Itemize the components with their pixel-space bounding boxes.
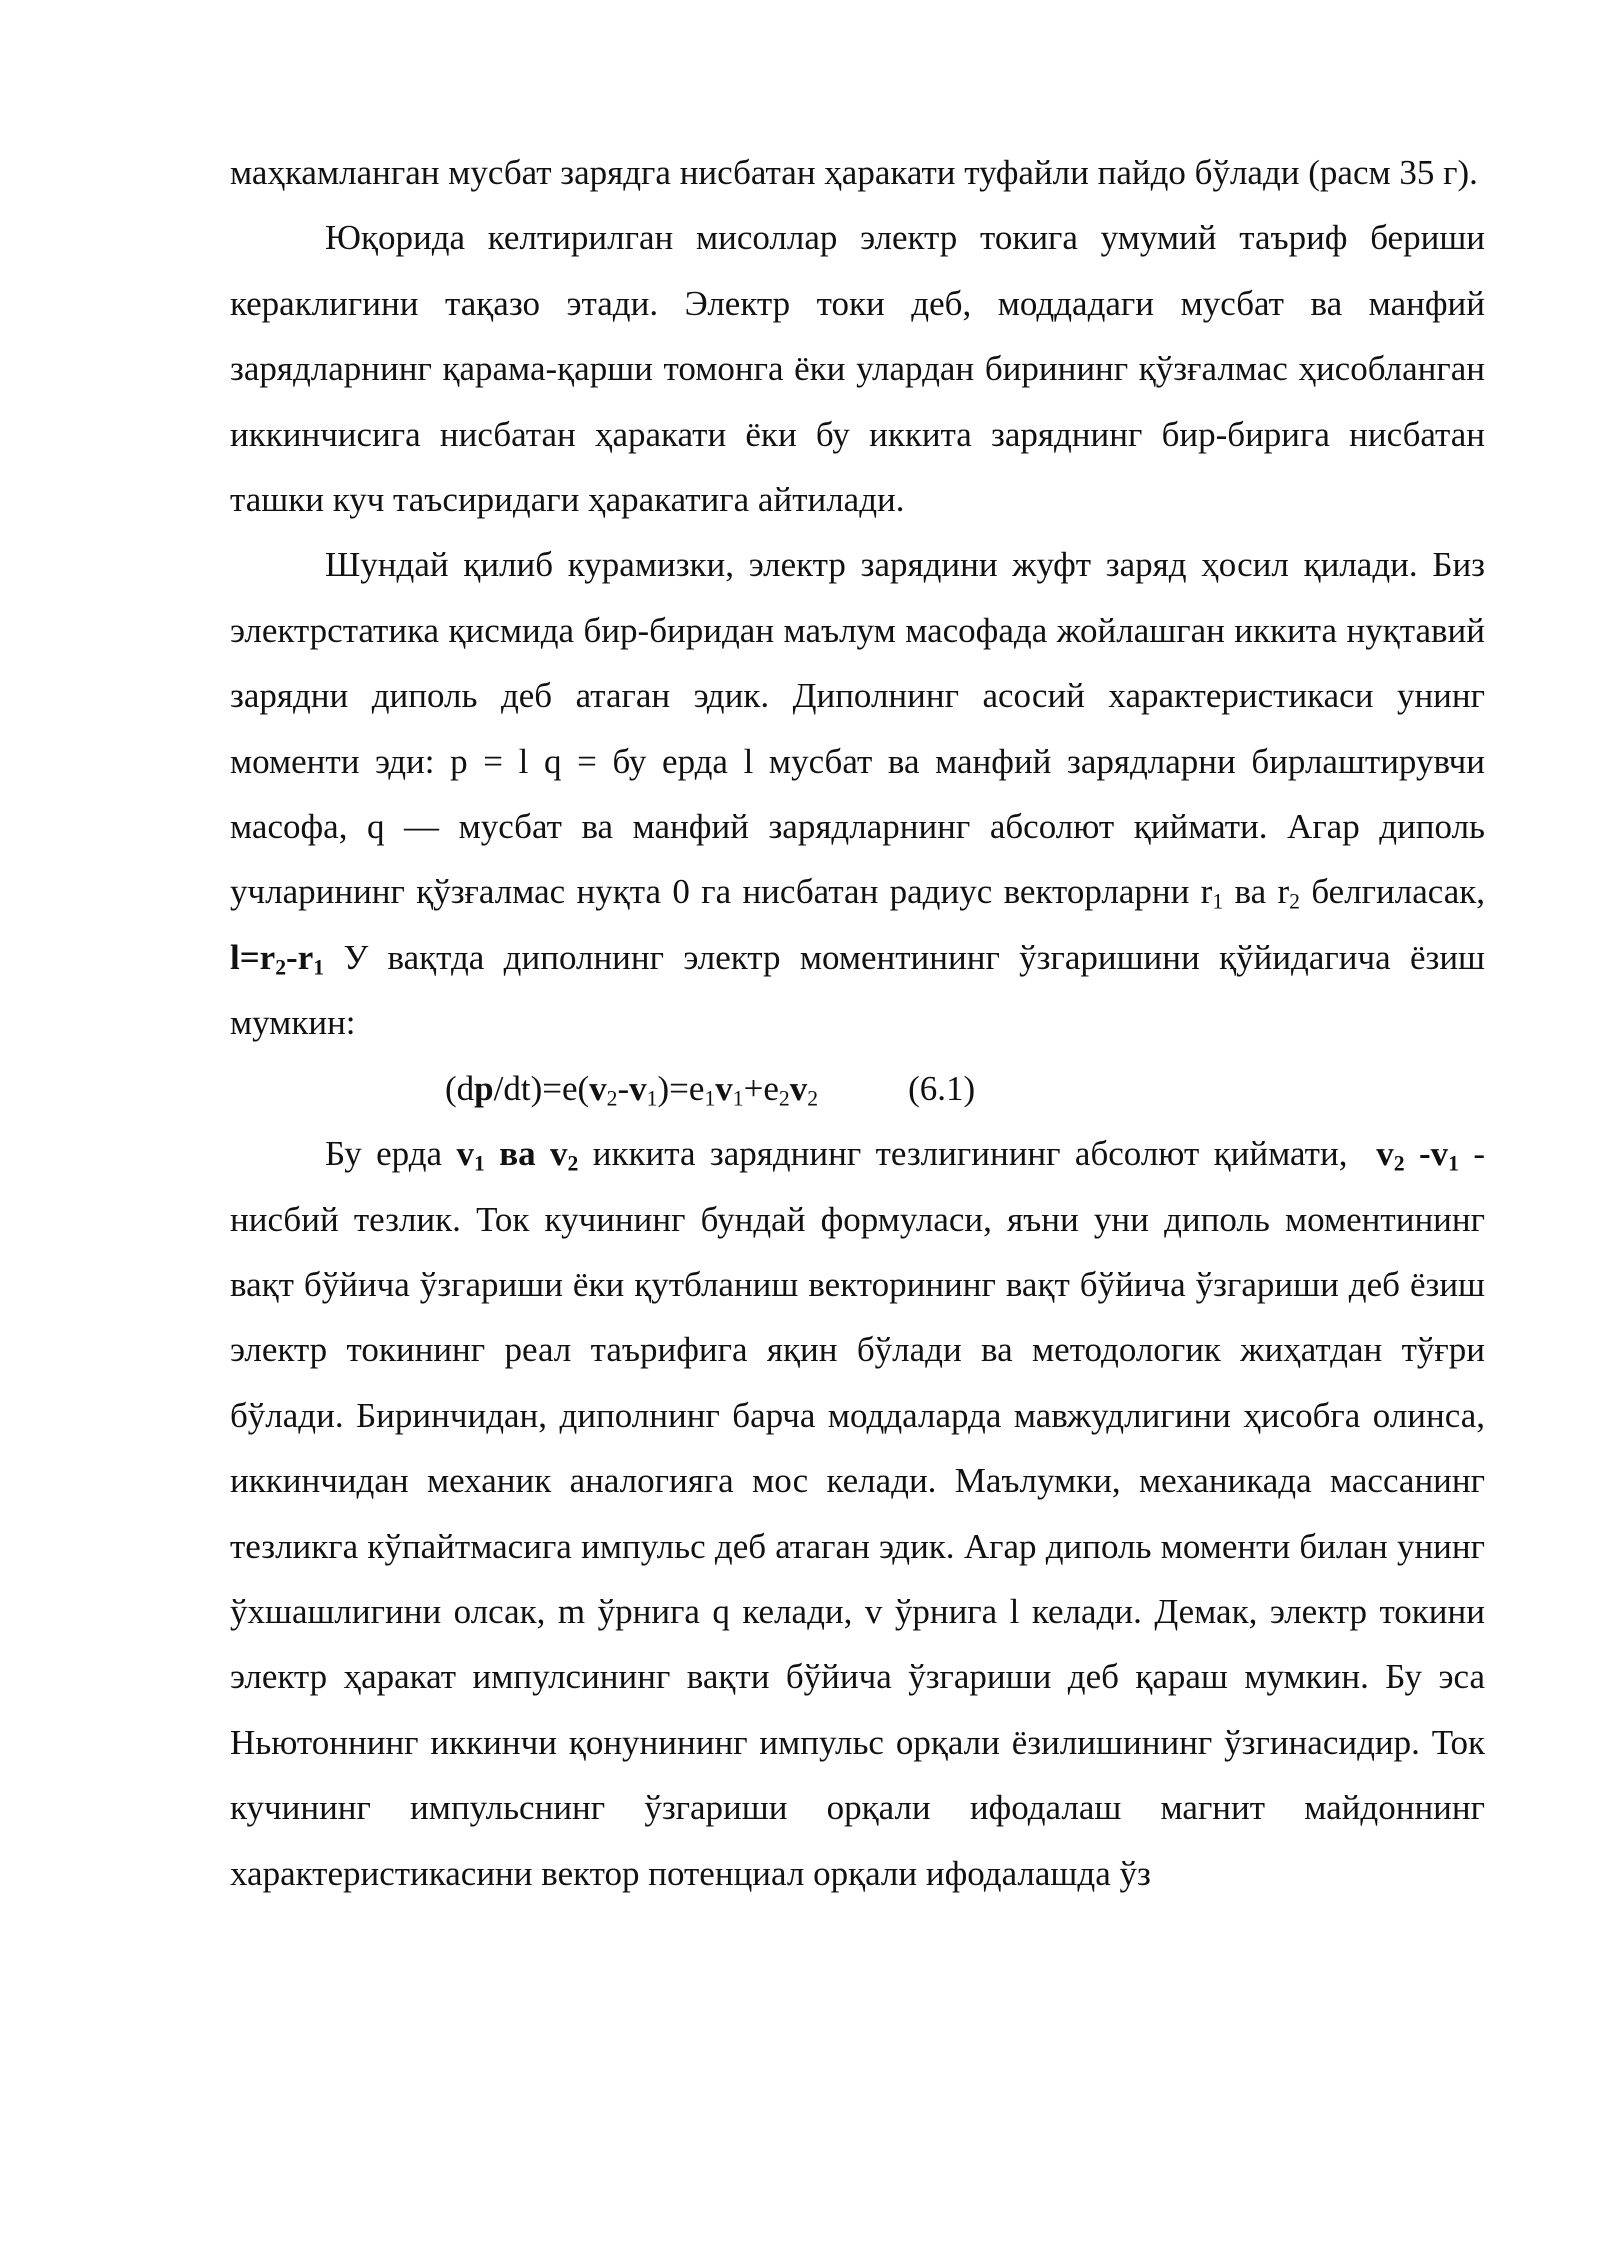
conjunction: ва (1234, 872, 1267, 912)
paragraph-3-text: Шундай қилиб курамизки, электр зарядини жуфт заряд ҳосил қилади. Биз электрстатика қисмида бир-биридан маълум масофада жойлашган иккита нуқтавий зарядни диполь деб атаган эдик. Диполнинг асосий характеристикаси унинг моменти эди: p = l q = бу ерда l мусбат ва манфий зарядларни бирлаштирувчи масофа, q — мусбат ва манфий зарядларнинг абсолют қиймати. Агар диполь учларининг қўзғалмас нуқта 0 га нисбатан радиус векторларни (230, 545, 1485, 912)
paragraph-4: Бу ерда $v_1$ ва $v_2$ иккита заряднинг тезлигининг абсолют қиймати, $v_2$ $-v_1$ - нисбий тезлик. Ток кучининг бундай формуласи, яъни уни диполь моментининг вақт бўйича ўзгариши ёки қутбланиш векторининг вақт бўйича ўзгариши деб ёзиш электр токининг реал таърифига яқин бўлади ва методологик жиҳатдан тўғри бўлади. Биринчидан, диполнинг барча моддаларда мавжудлигини ҳисобга олинса, иккинчидан механик аналогияга мос келади. Маълумки, механикада массанинг тезликга кўпайтмасига импульс деб атаган эдик. Агар диполь моменти билан унинг ўхшашлигини олсак, m ўрнига q келади, v ўрнига l келади. Демак, электр токини электр ҳаракат импулсининг вақти бўйича ўзгариши деб қараш мумкин. Бу эса Ньютоннинг иккинчи қонунининг импульс орқали ёзилишининг ўзгинасидир. Ток кучининг импульснинг ўзгариши орқали ифодалаш магнит майдоннинг характеристикасини вектор потенциал орқали ифодалашда ўз (230, 1134, 1486, 1893)
equation-number: (6.1) (908, 1068, 976, 1108)
formula-6-1: $(dp/dt)=e(v_2-v_1)=e_1v_1+e_2v_2$ (6.1) (230, 1056, 1485, 1121)
r2-symbol: r (1277, 872, 1290, 912)
r1-subscript: 1 (1212, 889, 1224, 914)
l-equation: $l=r_2-r_1$ (230, 937, 325, 980)
relative-velocity: $v_2$ $-v_1$ (1376, 1134, 1459, 1176)
paragraph-3-tail: У вақтда диполнинг электр моментининг ўзгаришини қўйидагича ёзиш мумкин: (230, 937, 1485, 1043)
paragraph-2: Юқорида келтирилган мисоллар электр токига умумий таъриф бериши кераклигини тақазо этади. Электр токи деб, моддадаги мусбат ва манфий зарядларнинг қарама-қарши томонга ёки улардан бирининг қўзғалмас ҳисобланган иккинчисига нисбатан ҳаракати ёки бу иккита заряднинг бир-бирига нисбатан ташки куч таъсиридаги ҳаракатига айтилади. (230, 218, 1485, 520)
r2-subscript: 2 (1289, 889, 1300, 914)
paragraph-3-mid: белгиласак, (1311, 872, 1485, 912)
paragraph-1: маҳкамланган мусбат зарядга нисбатан ҳаракати туфайли пайдо бўлади (расм 35 г). (230, 153, 1478, 192)
v1-v2-bold: $v_1$ ва $v_2$ (456, 1134, 579, 1176)
paragraph-4-text: - нисбий тезлик. Ток кучининг бундай формуласи, яъни уни диполь моментининг вақт бўйича ўзгариши ёки қутбланиш векторининг вақт бўйича ўзгариши деб ёзиш электр токининг реал таърифига яқин бўлади ва методологик жиҳатдан тўғри бўлади. Биринчидан, диполнинг барча моддаларда мавжудлигини ҳисобга олинса, иккинчидан механик аналогияга мос келади. Маълумки, механикада массанинг тезликга кўпайтмасига импульс деб атаган эдик. Агар диполь моменти билан унинг ўхшашлигини олсак, m ўрнига q келади, v ўрнига l келади. Демак, электр токини электр ҳаракат импулсининг вақти бўйича ўзгариши деб қараш мумкин. Бу эса Ньютоннинг иккинчи қонунининг импульс орқали ёзилишининг ўзгинасидир. Ток кучининг импульснинг ўзгариши орқали ифодалаш магнит майдоннинг характеристикасини вектор потенциал орқали ифодалашда ўз (230, 1134, 1486, 1893)
document-page (230, 140, 1485, 1906)
r1-symbol: r (1200, 872, 1213, 912)
paragraph-3 (230, 532, 1485, 1055)
